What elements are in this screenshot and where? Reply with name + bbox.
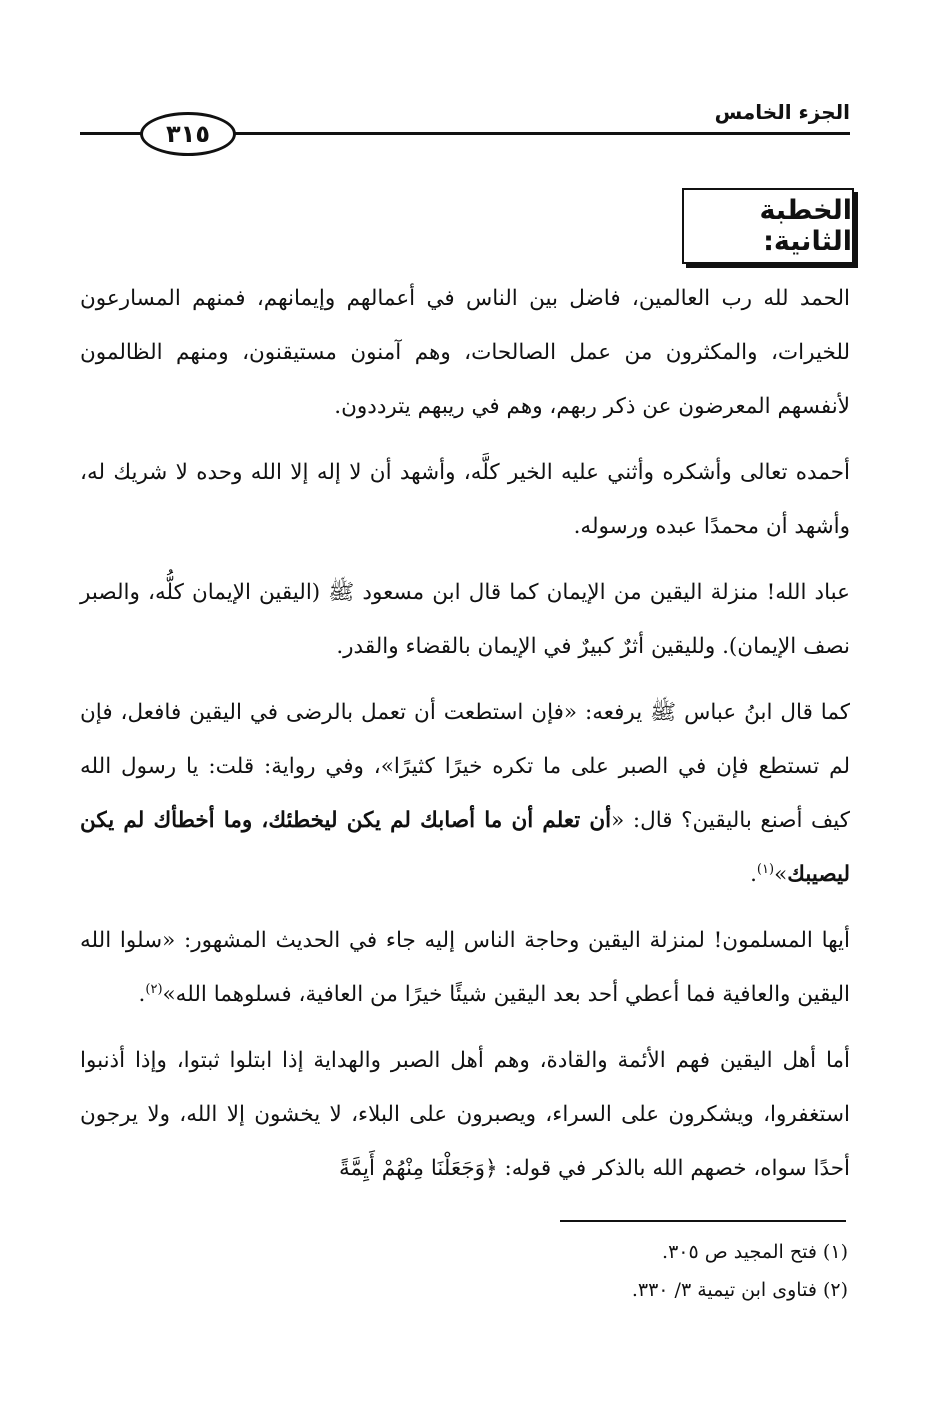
page-header [80, 92, 850, 162]
section-title: الخطبة الثانية: [682, 188, 854, 264]
paragraph-tail: . [750, 862, 757, 887]
paragraph-text: أيها المسلمون! لمنزلة اليقين وحاجة الناس إليه جاء في الحديث المشهور: «سلوا الله اليقين والعافية فما أعطي أحد بعد اليقين شيئًا خيرًا من العافية، فسلوهما الله» [80, 928, 850, 1007]
paragraph: أحمده تعالى وأشكره وأثني عليه الخير كلَّه، وأشهد أن لا إله إلا الله وحده لا شريك له، وأشهد أن محمدًا عبده ورسوله. [80, 460, 850, 539]
footnote-ref: (٢) [145, 981, 163, 997]
paragraph-text: كما قال ابنُ عباس ﷺ يرفعه: «فإن استطعت أن تعمل بالرضى في اليقين فافعل، فإن لم تستطع فإن في الصبر على ما تكره خيرًا كثيرًا»، وفي رواية: قلت: يا رسول الله كيف أصنع باليقين؟ قال: « [80, 700, 851, 833]
paragraph: أما أهل اليقين فهم الأئمة والقادة، وهم أهل الصبر والهداية إذا ابتلوا ثبتوا، وإذا أذنبوا استغفروا، ويشكرون على السراء، ويصبرون على البلاء، لا يخشون إلا الله، ولا يرجون أحدًا سواه، خصهم الله بالذكر في قوله: ﴿وَجَعَلْنَا مِنْهُمْ أَيِمَّةً [80, 1048, 850, 1181]
bold-hadith: أن تعلم أن ما أصابك لم يكن ليخطئك، وما أخطأك لم يكن ليصيبك [80, 808, 850, 887]
footnote: (٢) فتاوى ابن تيمية ٣/ ٣٣٠. [631, 1279, 848, 1301]
page-number: ٣١٥ [140, 112, 236, 156]
body-text [80, 272, 850, 1208]
footnote: (١) فتح المجيد ص ٣٠٥. [662, 1241, 848, 1263]
paragraph [80, 686, 850, 902]
footnote-ref: (١) [756, 861, 775, 877]
paragraph [80, 914, 850, 1022]
paragraph: الحمد لله رب العالمين، فاضل بين الناس في أعمالهم وإيمانهم، فمنهم المسارعون للخيرات، والمكثرون من عمل الصالحات، وهم آمنون مستيقنون، ومنهم الظالمون لأنفسهم المعرضون عن ذكر ربهم، وهم في ريبهم يترددون. [80, 286, 850, 419]
footnote-rule [560, 1220, 846, 1222]
running-title: الجزء الخامس [714, 100, 850, 124]
footnotes [88, 1233, 848, 1309]
quote-close: » [774, 862, 788, 887]
paragraph-tail: . [138, 982, 146, 1007]
paragraph: عباد الله! منزلة اليقين من الإيمان كما قال ابن مسعود ﷺ (اليقين الإيمان كلُّه، والصبر نصف الإيمان). ولليقين أثرٌ كبيرٌ في الإيمان بالقضاء والقدر. [80, 580, 850, 659]
